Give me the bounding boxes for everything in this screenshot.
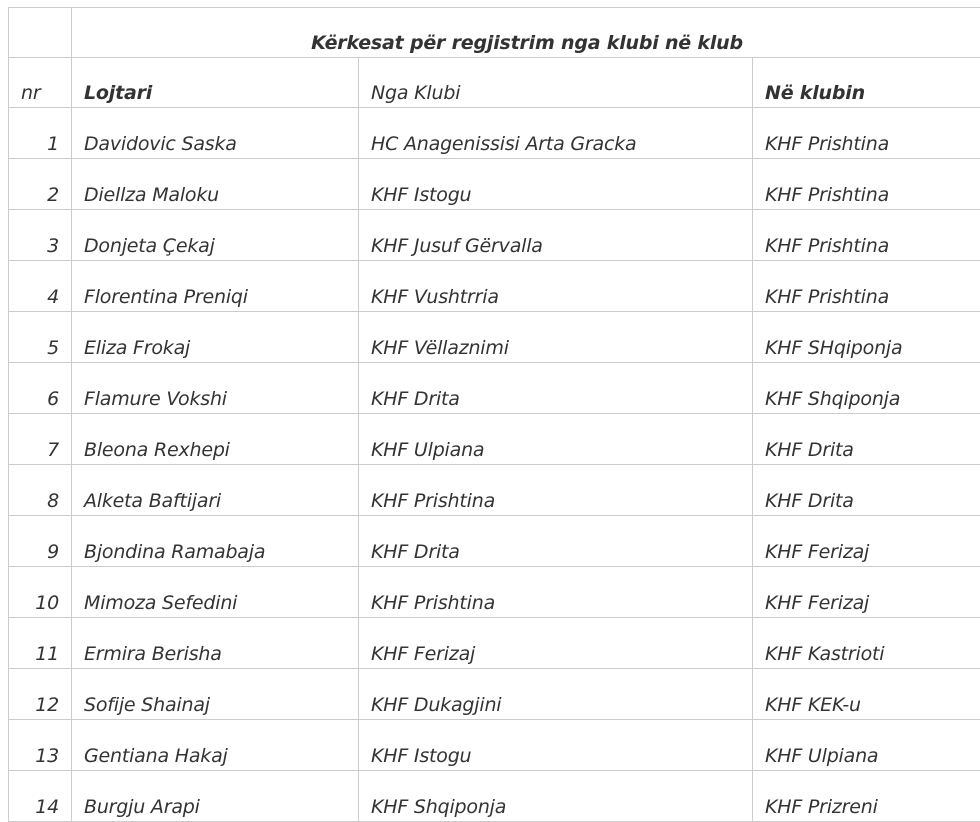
row-number-cell: 14 bbox=[9, 771, 72, 822]
table-row bbox=[9, 771, 980, 822]
from-club-cell: KHF Ferizaj bbox=[359, 618, 753, 669]
player-name-cell: Burgju Arapi bbox=[72, 771, 359, 822]
row-number-cell: 10 bbox=[9, 567, 72, 618]
from-club-cell: KHF Drita bbox=[359, 516, 753, 567]
table-row bbox=[9, 210, 980, 261]
column-header-nr: nr bbox=[9, 58, 72, 108]
transfer-requests-table bbox=[8, 7, 980, 822]
from-club-cell: KHF Vëllaznimi bbox=[359, 312, 753, 363]
table-row bbox=[9, 618, 980, 669]
from-club-cell: HC Anagenissisi Arta Gracka bbox=[359, 108, 753, 159]
to-club-cell: KHF Shqiponja bbox=[753, 363, 980, 414]
row-number-cell: 7 bbox=[9, 414, 72, 465]
row-number-cell: 2 bbox=[9, 159, 72, 210]
to-club-cell: KHF Prishtina bbox=[753, 210, 980, 261]
table-row bbox=[9, 261, 980, 312]
player-name-cell: Alketa Baftijari bbox=[72, 465, 359, 516]
row-number-cell: 8 bbox=[9, 465, 72, 516]
table-row bbox=[9, 414, 980, 465]
table-row bbox=[9, 465, 980, 516]
row-number-cell: 1 bbox=[9, 108, 72, 159]
to-club-cell: KHF Prishtina bbox=[753, 159, 980, 210]
to-club-cell: KHF Prizreni bbox=[753, 771, 980, 822]
to-club-cell: KHF Prishtina bbox=[753, 108, 980, 159]
from-club-cell: KHF Ulpiana bbox=[359, 414, 753, 465]
column-header-to-club: Në klubin bbox=[753, 58, 980, 108]
to-club-cell: KHF Kastrioti bbox=[753, 618, 980, 669]
row-number-cell: 13 bbox=[9, 720, 72, 771]
table-row bbox=[9, 363, 980, 414]
table-row bbox=[9, 159, 980, 210]
to-club-cell: KHF Drita bbox=[753, 465, 980, 516]
table-header-row bbox=[9, 58, 980, 108]
table-row bbox=[9, 720, 980, 771]
from-club-cell: KHF Shqiponja bbox=[359, 771, 753, 822]
to-club-cell: KHF Drita bbox=[753, 414, 980, 465]
column-header-from-club: Nga Klubi bbox=[359, 58, 753, 108]
to-club-cell: KHF KEK-u bbox=[753, 669, 980, 720]
player-name-cell: Ermira Berisha bbox=[72, 618, 359, 669]
to-club-cell: KHF SHqiponja bbox=[753, 312, 980, 363]
player-name-cell: Donjeta Çekaj bbox=[72, 210, 359, 261]
row-number-cell: 3 bbox=[9, 210, 72, 261]
player-name-cell: Gentiana Hakaj bbox=[72, 720, 359, 771]
table-row bbox=[9, 516, 980, 567]
table-title: Kërkesat për regjistrim nga klubi në klub bbox=[72, 8, 980, 58]
player-name-cell: Bleona Rexhepi bbox=[72, 414, 359, 465]
column-header-player: Lojtari bbox=[72, 58, 359, 108]
table-row bbox=[9, 669, 980, 720]
row-number-cell: 4 bbox=[9, 261, 72, 312]
row-number-cell: 6 bbox=[9, 363, 72, 414]
player-name-cell: Diellza Maloku bbox=[72, 159, 359, 210]
row-number-cell: 11 bbox=[9, 618, 72, 669]
to-club-cell: KHF Prishtina bbox=[753, 261, 980, 312]
table-body bbox=[9, 8, 980, 822]
from-club-cell: KHF Prishtina bbox=[359, 567, 753, 618]
row-number-cell: 12 bbox=[9, 669, 72, 720]
empty-corner-cell bbox=[9, 8, 72, 58]
to-club-cell: KHF Ulpiana bbox=[753, 720, 980, 771]
table-row bbox=[9, 108, 980, 159]
player-name-cell: Bjondina Ramabaja bbox=[72, 516, 359, 567]
row-number-cell: 5 bbox=[9, 312, 72, 363]
to-club-cell: KHF Ferizaj bbox=[753, 516, 980, 567]
from-club-cell: KHF Jusuf Gërvalla bbox=[359, 210, 753, 261]
player-name-cell: Flamure Vokshi bbox=[72, 363, 359, 414]
from-club-cell: KHF Istogu bbox=[359, 720, 753, 771]
player-name-cell: Florentina Preniqi bbox=[72, 261, 359, 312]
to-club-cell: KHF Ferizaj bbox=[753, 567, 980, 618]
table-title-row bbox=[9, 8, 980, 58]
table-row bbox=[9, 567, 980, 618]
from-club-cell: KHF Prishtina bbox=[359, 465, 753, 516]
from-club-cell: KHF Drita bbox=[359, 363, 753, 414]
row-number-cell: 9 bbox=[9, 516, 72, 567]
player-name-cell: Davidovic Saska bbox=[72, 108, 359, 159]
from-club-cell: KHF Dukagjini bbox=[359, 669, 753, 720]
player-name-cell: Sofije Shainaj bbox=[72, 669, 359, 720]
from-club-cell: KHF Istogu bbox=[359, 159, 753, 210]
player-name-cell: Eliza Frokaj bbox=[72, 312, 359, 363]
from-club-cell: KHF Vushtrria bbox=[359, 261, 753, 312]
player-name-cell: Mimoza Sefedini bbox=[72, 567, 359, 618]
table-row bbox=[9, 312, 980, 363]
